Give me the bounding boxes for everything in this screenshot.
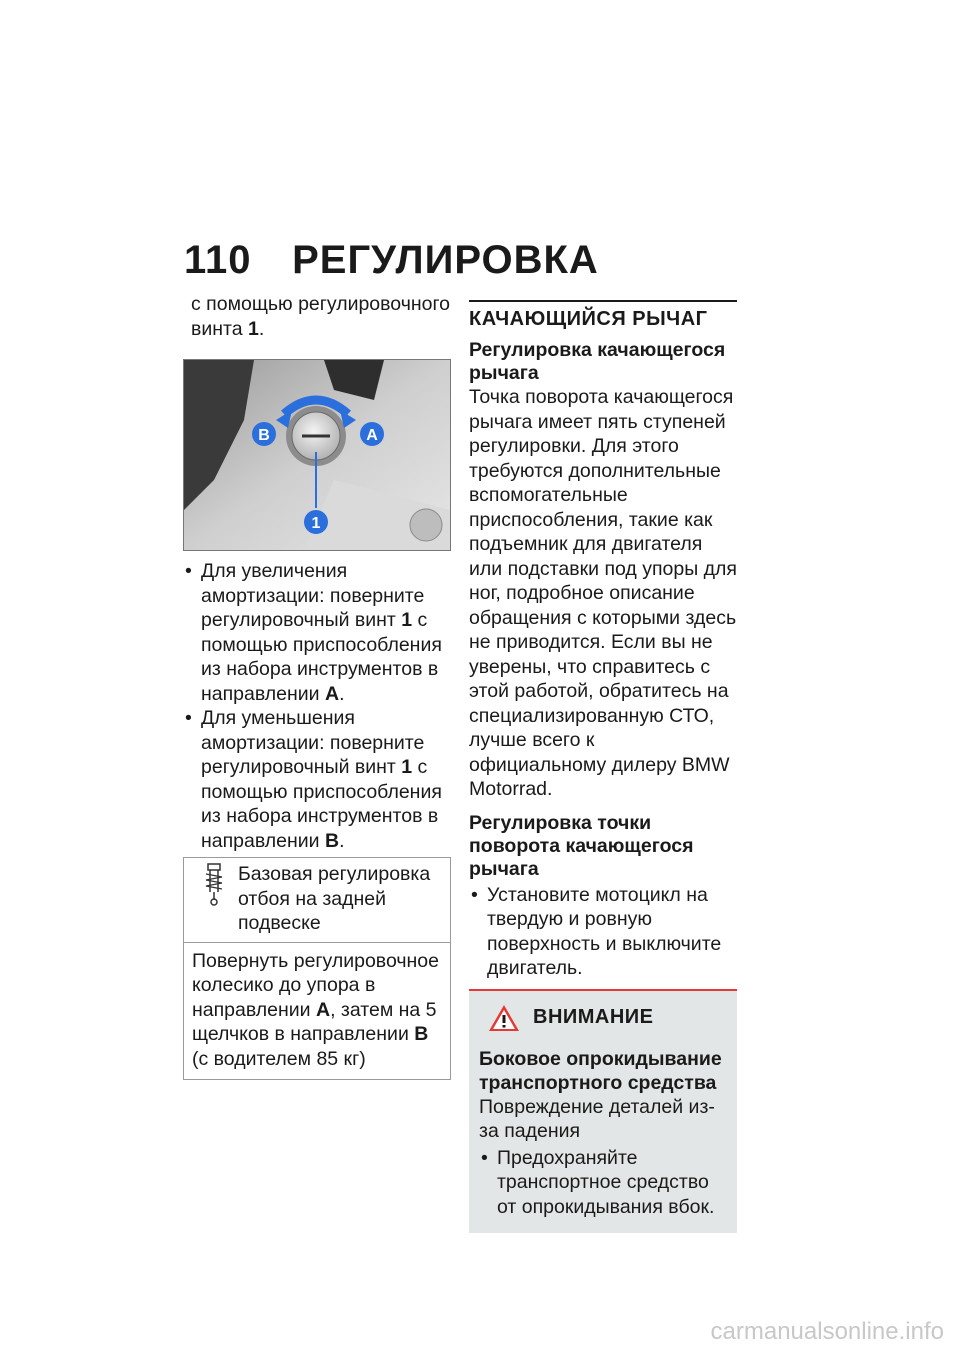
note-ref-a: A <box>315 998 331 1021</box>
page-header <box>184 238 599 283</box>
shock-absorber-icon <box>196 862 232 906</box>
step-ref: A <box>324 682 340 705</box>
adjustment-steps <box>183 559 451 853</box>
warning-box <box>469 989 737 1234</box>
label-b: B <box>258 427 270 444</box>
list-item <box>183 706 451 853</box>
label-a: A <box>366 427 378 444</box>
note-text <box>192 949 442 1072</box>
note-ref-b: B <box>414 1023 429 1045</box>
subsection-title-1: Регулировка качающегося рычага <box>469 339 726 384</box>
warning-subtitle: Боковое опрокидывание транспортного средства <box>479 1047 722 1094</box>
right-column <box>469 292 737 1233</box>
intro-ref: 1 <box>248 317 259 340</box>
swingarm-steps <box>469 883 737 981</box>
left-column <box>183 292 451 1080</box>
list-item <box>183 559 451 706</box>
subsection-title-2: Регулировка точки поворота качающегося рычага <box>469 811 694 880</box>
warning-text: Повреждение деталей из-за падения <box>479 1095 715 1142</box>
warning-title: ВНИМАНИЕ <box>533 1006 654 1028</box>
step-text: с помощью приспособления из набора инструментов в направлении <box>201 756 442 852</box>
warning-steps <box>479 1146 727 1220</box>
label-b-marker <box>252 422 276 446</box>
step-text: с помощью приспособления из набора инструментов в направлении <box>201 609 442 705</box>
intro-text: с помощью регулировочного винта <box>191 293 451 340</box>
adjuster-figure <box>183 359 451 551</box>
warning-header <box>487 1003 727 1033</box>
step-text: Для увеличения амортизации: поверните регулировочный винт <box>201 560 425 631</box>
step-ref: 1 <box>401 609 413 631</box>
intro-paragraph: с помощью регулировочного винта 1. <box>191 293 451 340</box>
base-setting-note <box>183 857 451 1080</box>
step-ref: B <box>324 829 340 852</box>
note-text-3: (с водителем 85 кг) <box>192 1047 366 1070</box>
note-header <box>184 858 450 943</box>
adjuster-illustration <box>184 360 450 550</box>
step-end: . <box>339 829 345 852</box>
watermark: carmanualsonline.info <box>710 1318 944 1345</box>
step-end: . <box>339 682 345 705</box>
chapter-title: РЕГУЛИРОВКА <box>292 238 599 282</box>
label-a-marker <box>360 422 384 446</box>
page-number: 110 <box>184 238 252 282</box>
swingarm-description: Точка поворота качающегося рычага имеет пять ступеней регулировки. Для этого требуются дополнительные вспомогательные приспособления, такие как подъемник для двигателя или подставки под упоры для ног, подробное описание обращения с которыми здесь не приводится. Если вы не уверены, что справитесь с этой работой, обратитесь на специализированную СТО, лучше всего к официальному дилеру BMW Motorrad. <box>469 386 737 800</box>
list-item: • Предохраняйте транспортное средство от опрокидывания вбок. <box>479 1146 727 1220</box>
label-1-marker <box>304 510 328 534</box>
note-text-2: , затем на 5 щелчков в направлении <box>192 998 437 1045</box>
note-text-1: Повернуть регулировочное колесико до упора в направлении <box>192 949 439 1021</box>
list-item: • Установите мотоцикл на твердую и ровную поверхность и выключите двигатель. <box>469 883 737 981</box>
step-text: Для уменьшения амортизации: поверните регулировочный винт <box>201 707 425 778</box>
warning-triangle-icon <box>487 1003 521 1033</box>
note-body <box>184 943 450 1080</box>
label-1: 1 <box>311 515 321 532</box>
section-title: КАЧАЮЩИЙСЯ РЫЧАГ <box>469 300 737 335</box>
note-title: Базовая регулировка отбоя на задней подвеске <box>238 863 431 934</box>
step-ref: 1 <box>401 756 413 778</box>
